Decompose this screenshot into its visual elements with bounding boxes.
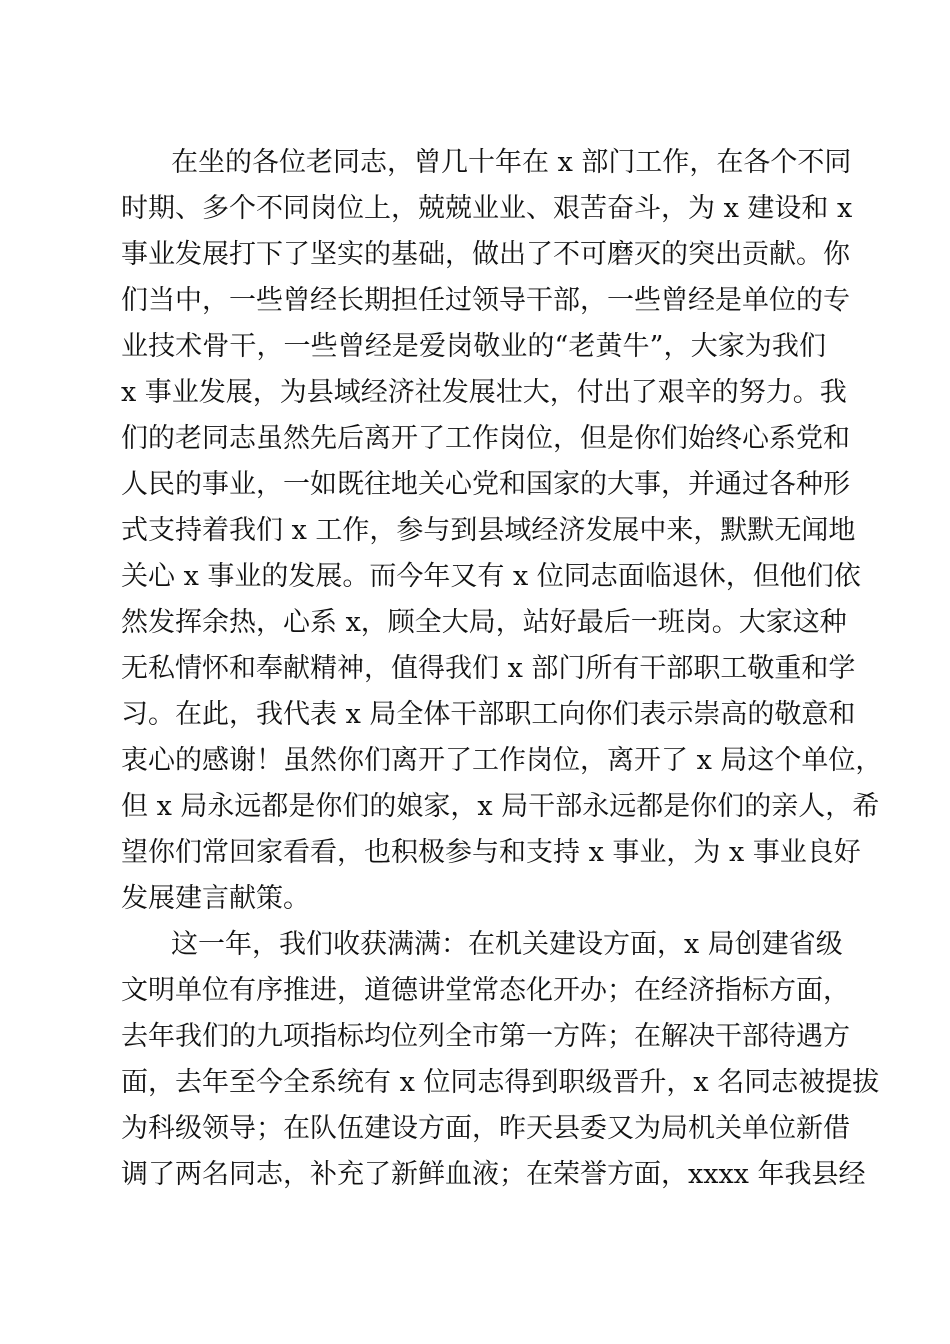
paragraph-1-line-17: 发展建言献策。	[121, 883, 310, 914]
paragraph-1-line-14: 衷心的感谢！虽然你们离开了工作岗位，离开了 x 局这个单位，	[121, 745, 883, 776]
paragraph-1-line-10: 关心 x 事业的发展。而今年又有 x 位同志面临退休，但他们依	[121, 561, 861, 592]
paragraph-1-line-5: 业技术骨干，一些曾经是爱岗敬业的“老黄牛”，大家为我们	[121, 331, 826, 362]
paragraph-1-line-12: 无私情怀和奉献精神，值得我们 x 部门所有干部职工敬重和学	[121, 653, 856, 684]
paragraph-1-line-8: 人民的事业，一如既往地关心党和国家的大事，并通过各种形	[121, 469, 850, 500]
paragraph-1-line-15: 但 x 局永远都是你们的娘家，x 局干部永远都是你们的亲人，希	[121, 791, 880, 822]
paragraph-1-line-4: 们当中，一些曾经长期担任过领导干部，一些曾经是单位的专	[121, 285, 850, 316]
paragraph-2-line-5: 为科级领导；在队伍建设方面，昨天县委又为局机关单位新借	[121, 1113, 850, 1144]
paragraph-2-line-6: 调了两名同志，补充了新鲜血液；在荣誉方面，xxxx 年我县经	[121, 1159, 866, 1190]
paragraph-1-line-6: x 事业发展，为县域经济社发展壮大，付出了艰辛的努力。我	[121, 377, 847, 408]
paragraph-1-line-2: 时期、多个不同岗位上，兢兢业业、艰苦奋斗，为 x 建设和 x	[121, 193, 853, 224]
paragraph-1-line-1: 在坐的各位老同志，曾几十年在 x 部门工作，在各个不同	[171, 147, 852, 178]
paragraph-1-line-11: 然发挥余热，心系 x，顾全大局，站好最后一班岗。大家这种	[121, 607, 847, 638]
paragraph-1-line-13: 习。在此，我代表 x 局全体干部职工向你们表示崇高的敬意和	[121, 699, 856, 730]
paragraph-1-line-9: 式支持着我们 x 工作，参与到县域经济发展中来，默默无闻地	[121, 515, 856, 546]
paragraph-1-line-16: 望你们常回家看看，也积极参与和支持 x 事业，为 x 事业良好	[121, 837, 861, 868]
paragraph-2-line-1: 这一年，我们收获满满：在机关建设方面，x 局创建省级	[171, 929, 843, 960]
paragraph-2-line-3: 去年我们的九项指标均位列全市第一方阵；在解决干部待遇方	[121, 1021, 850, 1052]
paragraph-2-line-2: 文明单位有序推进，道德讲堂常态化开办；在经济指标方面，	[121, 975, 850, 1006]
paragraph-2-line-4: 面，去年至今全系统有 x 位同志得到职级晋升，x 名同志被提拔	[121, 1067, 880, 1098]
paragraph-1-line-7: 们的老同志虽然先后离开了工作岗位，但是你们始终心系党和	[121, 423, 850, 454]
paragraph-1-line-3: 事业发展打下了坚实的基础，做出了不可磨灭的突出贡献。你	[121, 239, 850, 270]
